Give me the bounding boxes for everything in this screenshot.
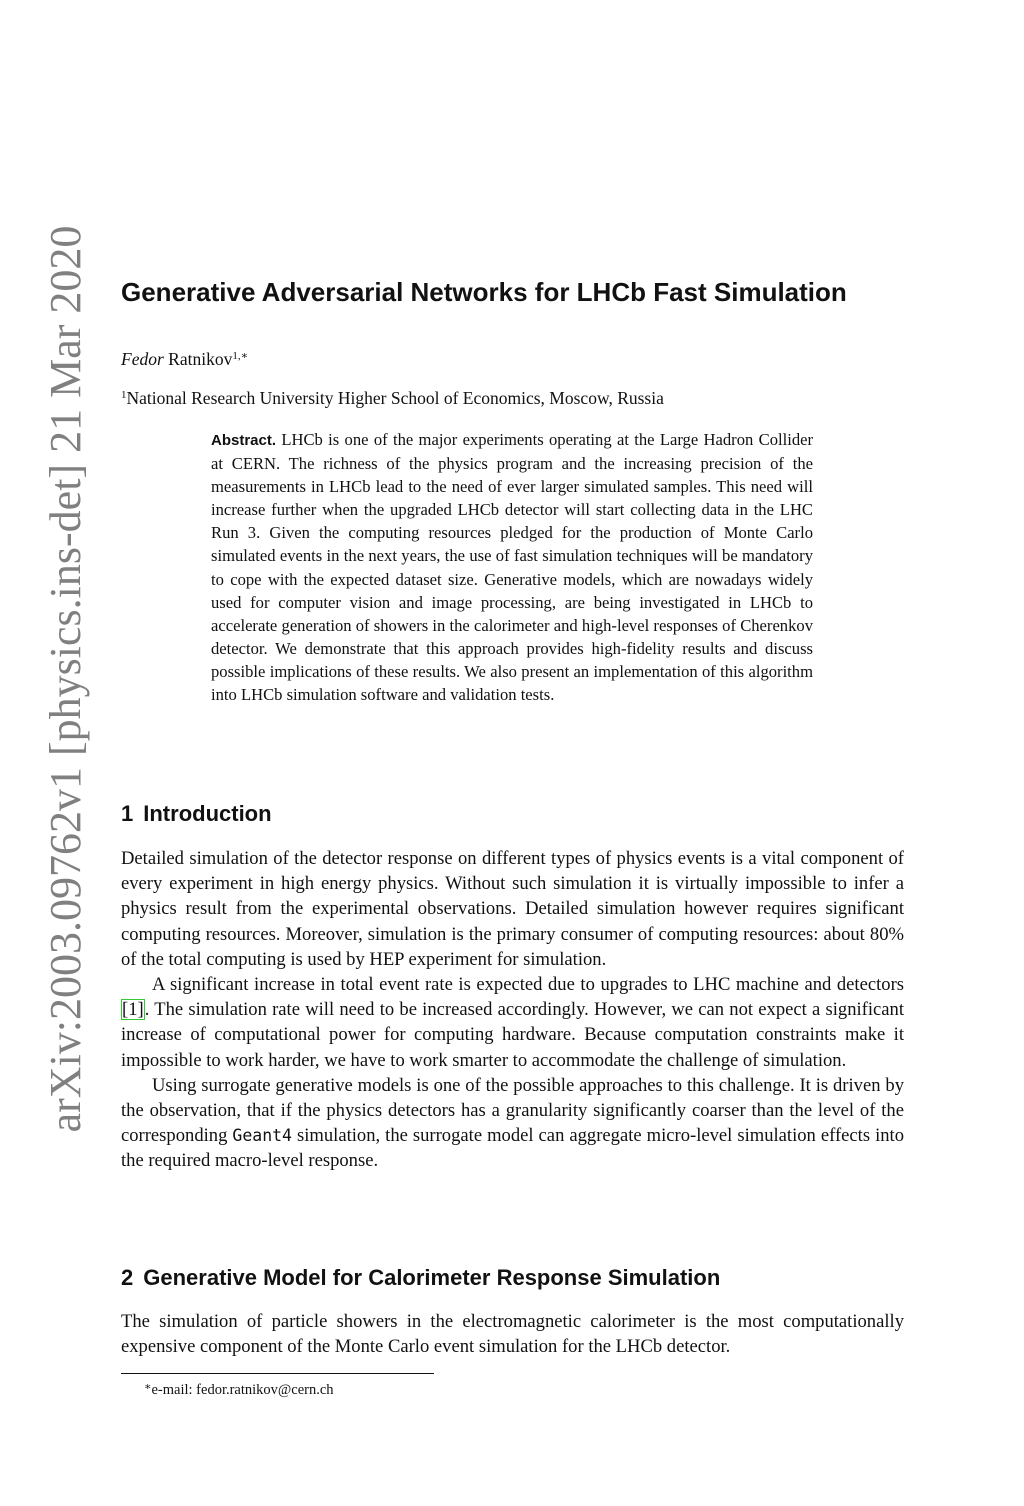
affiliation-text: National Research University Higher School of Economics, Moscow, Russia xyxy=(126,388,664,408)
author-affiliation-marks: 1,∗ xyxy=(232,350,249,362)
affiliation-mark: 1 xyxy=(121,389,127,401)
introduction-paragraph-1: Detailed simulation of the detector response on different types of physics events is a vital component of every experiment in high energy physics. Without such simulation it is virtually impossible to infer a physics result from the experimental observations. Detailed simulation however requires significant computing resources. Moreover, simulation is the primary consumer of computing resources: about 80% of the total computing is used by HEP experiment for simulation. xyxy=(121,848,904,970)
author-family-name: Ratnikov xyxy=(168,349,233,369)
code-term: Geant4 xyxy=(232,1126,292,1146)
section-heading-generative-model xyxy=(121,1264,720,1292)
paragraph-text: A significant increase in total event rate is expected due to upgrades to LHC machine and detectors xyxy=(152,974,904,996)
introduction-body xyxy=(121,846,904,1174)
author-line xyxy=(121,347,248,371)
generative-model-body xyxy=(121,1309,904,1359)
abstract-label: Abstract. xyxy=(211,432,277,449)
section-number: 2 xyxy=(121,1265,134,1290)
affiliation-line xyxy=(121,386,664,410)
paragraph-text: . The simulation rate will need to be increased accordingly. However, we can not expect a significant increase of computational power for computing hardware. Because computation constraints make it impossible to work harder, we have to work smarter to accommodate the challenge of simulation. xyxy=(121,999,904,1071)
generative-model-paragraph-1: The simulation of particle showers in the electromagnetic calorimeter is the most computationally expensive component of the Monte Carlo event simulation for the LHCb detector. xyxy=(121,1311,904,1358)
arxiv-identifier-stamp: arXiv:2003.09762v1 [physics.ins-det] 21 Mar 2020 xyxy=(41,225,90,1133)
author-given-name: Fedor xyxy=(121,349,164,369)
paragraph-text: simulation, the surrogate model can aggregate micro-level simulation effects into the required macro-level response. xyxy=(121,1125,904,1172)
footnote-mark: ∗ xyxy=(144,1381,152,1393)
paragraph-text: Using surrogate generative models is one of the possible approaches to this challenge. It is driven by the observation, that if the physics detectors has a granularity significantly coarser than the level of the corresponding xyxy=(121,1074,904,1147)
abstract-text: LHCb is one of the major experiments operating at the Large Hadron Collider at CERN. The richness of the physics program and the increasing precision of the measurements in LHCb lead to the need of ever larger simulated samples. This need will increase further when the upgraded LHCb detector will start collecting data in the LHC Run 3. Given the computing resources pledged for the production of Monte Carlo simulated events in the next years, the use of fast simulation techniques will be mandatory to cope with the expected dataset size. Generative models, which are nowadays widely used for computer vision and image processing, are being investigated in LHCb to accelerate generation of showers in the calorimeter and high-level responses of Cherenkov detector. We demonstrate that this approach provides high-fidelity results and discuss possible implications of these results. We also present an implementation of this algorithm into LHCb simulation software and validation tests. xyxy=(211,430,814,705)
citation-link[interactable]: [1] xyxy=(122,999,144,1021)
section-title: Generative Model for Calorimeter Response Simulation xyxy=(143,1265,721,1290)
introduction-paragraph-3 xyxy=(121,1073,904,1174)
section-heading-introduction xyxy=(121,800,272,828)
footnote-text: e-mail: fedor.ratnikov@cern.ch xyxy=(151,1382,334,1398)
abstract xyxy=(211,428,813,706)
section-number: 1 xyxy=(121,801,134,826)
footnote xyxy=(144,1380,334,1400)
introduction-paragraph-2 xyxy=(121,972,904,1073)
footnote-divider xyxy=(121,1373,434,1374)
paper-title: Generative Adversarial Networks for LHCb Fast Simulation xyxy=(121,277,847,307)
section-title: Introduction xyxy=(143,801,272,826)
